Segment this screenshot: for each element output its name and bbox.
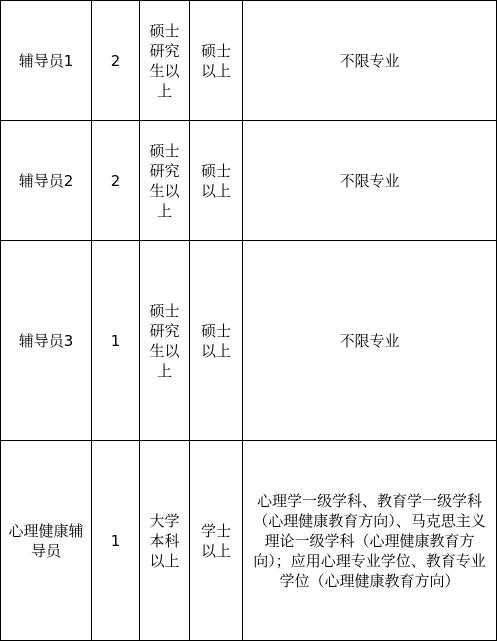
- major-requirement: 不限专业: [339, 51, 400, 70]
- position-name: 心理健康辅导员: [8, 521, 84, 560]
- count-cell: [92, 1, 140, 121]
- position-cell: [1, 121, 92, 241]
- headcount: 1: [110, 531, 121, 550]
- position-name: 辅导员2: [18, 171, 74, 190]
- position-name: 辅导员1: [18, 51, 74, 70]
- major-requirement: 不限专业: [339, 171, 400, 190]
- table-row: [1, 241, 497, 441]
- headcount: 1: [110, 331, 121, 350]
- major-cell: [243, 121, 497, 241]
- education-cell: [140, 441, 190, 641]
- count-cell: [92, 121, 140, 241]
- degree-cell: [190, 1, 243, 121]
- position-name: 辅导员3: [18, 331, 74, 350]
- major-cell: [243, 441, 497, 641]
- table-row: [1, 1, 497, 121]
- degree-requirement: 学士以上: [200, 521, 231, 560]
- position-cell: [1, 1, 92, 121]
- education-requirement: 大学本科以上: [149, 511, 180, 570]
- degree-cell: [190, 441, 243, 641]
- position-cell: [1, 241, 92, 441]
- education-requirement: 硕士研究生以上: [149, 141, 180, 220]
- major-cell: [243, 1, 497, 121]
- major-cell: [243, 241, 497, 441]
- headcount: 2: [110, 51, 121, 70]
- headcount: 2: [110, 171, 121, 190]
- education-cell: [140, 241, 190, 441]
- major-requirement: 心理学一级学科、教育学一级学科（心理健康教育方向）、马克思主义理论一级学科（心理健康教育方向）；应用心理专业学位、教育专业学位（心理健康教育方向）: [253, 491, 486, 590]
- count-cell: [92, 441, 140, 641]
- education-requirement: 硕士研究生以上: [149, 301, 180, 380]
- degree-cell: [190, 121, 243, 241]
- degree-requirement: 硕士以上: [200, 41, 231, 80]
- table-row: [1, 121, 497, 241]
- education-cell: [140, 121, 190, 241]
- education-requirement: 硕士研究生以上: [149, 21, 180, 100]
- major-requirement: 不限专业: [339, 331, 400, 350]
- degree-cell: [190, 241, 243, 441]
- degree-requirement: 硕士以上: [200, 161, 231, 200]
- education-cell: [140, 1, 190, 121]
- table-row: [1, 441, 497, 641]
- degree-requirement: 硕士以上: [200, 321, 231, 360]
- count-cell: [92, 241, 140, 441]
- position-cell: [1, 441, 92, 641]
